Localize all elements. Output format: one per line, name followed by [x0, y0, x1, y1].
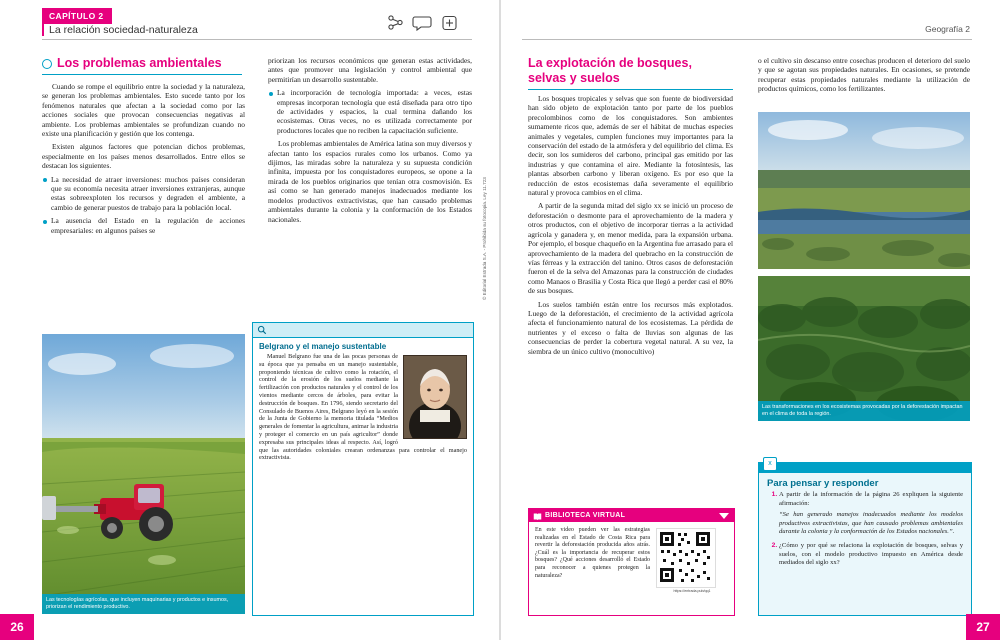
box-paragraph: Manuel Belgrano fue una de las pocas personas de su época que ya pensaba en un manejo sustentable, proponiendo técnicas de cultivo como la rotación, el control de la erosión de los suelos mediante la fertilización con productos naturales y el control de los vientos mediante cercos de árboles, para evitar la destrucción de bosques. En 1796, siendo secretario del Consulado de Buenos Aires, Belgrano leyó en la sesión de la Junta de Gobierno la memoria titulada “Medios generales de fomentar la agricultura, animar la industria y proteger el comercio en un país agricultor” donde expresaba sus principales ideas al respecto. Así, logró que las autoridades coloniales crearan ordenanzas para controlar el manejo extractivista. [259, 353, 467, 462]
right-section-heading [528, 56, 733, 90]
magnifier-icon [257, 325, 267, 335]
page-gutter [499, 0, 501, 640]
list-item: La incorporación de tecnología importada: a veces, estas empresas incorporan tecnología que está diseñada para otro tipo de actividades y espacios, la cual termina dañando los ecosistemas. Otras veces, no es utilizada correctamente por productores locales que no reciben la capacitación suficiente. [268, 88, 472, 135]
deforestation-photo [758, 276, 970, 421]
qr-block[interactable] [656, 522, 734, 597]
header-rule-right [522, 39, 972, 40]
belgrano-portrait [403, 355, 467, 439]
list-item: La necesidad de atraer inversiones: muchos países consideran que su economía necesita atraer inversiones extranjeras, aunque estas sobreexploten los recursos y degraden el ambiente, a cambio de generar puestos de trabajo para la población local. [42, 175, 245, 213]
biblioteca-title: BIBLIOTECA VIRTUAL [545, 512, 626, 519]
left-column-2 [268, 56, 472, 228]
left-column-1 [42, 82, 245, 239]
pensar-questions [759, 491, 971, 579]
photo-caption: Las transformaciones en los ecosistemas provocadas por la deforestación impactan en el clima de toda la región. [758, 401, 970, 421]
box-header [253, 323, 473, 338]
close-icon[interactable]: x [763, 457, 777, 471]
paragraph: Los suelos también están entre los recursos más explotados. Luego de la deforestación, el crecimiento de la actividad agrícola afecta el funcionamiento natural de los ecosistemas. La pérdida de nutrientes y el exceso o falta de lluvias son algunas de las consecuencias de perder la cobertura vegetal natural. A su vez, la siembra de un único cultivo (monocultivo) [528, 299, 733, 356]
left-col2-bullets [268, 88, 472, 135]
qr-url: https://entrada.pub/qq1 [673, 589, 711, 593]
paragraph: Existen algunos factores que potencian dichos problemas, especialmente en los países menos desarrollados. Entre ellos se destacan los siguientes. [42, 142, 245, 171]
section-bullet-icon [42, 59, 52, 69]
box-body [253, 353, 473, 468]
chapter-tag: CAPÍTULO 2 [42, 8, 112, 24]
paragraph: A partir de la segunda mitad del siglo xx se inició un proceso de deforestación o desmonte para el aprovechamiento de la madera y otros productos, con el objetivo de incorporar tierras a la actividad agrícola y ganadera y, en menor medida, para la expansión urbana. Por ejemplo, el bosque chaqueño en la Argentina fue arrasado para el aprovechamiento de la madera del quebracho en la construcción de vías férreas y la extracción del tanino. Otros casos de deforestación fueron el de la selva del Amazonas para la construcción de ciudades como Manaos o Brasilia y Costa Rica que llegó a perder casi el 80% de sus bosques. [528, 201, 733, 296]
paragraph: Cuando se rompe el equilibrio entre la sociedad y la naturaleza, se generan los problemas ambientales. Esto sucede tanto por los fenómenos naturales que afectan a la sociedad como por las acciones sociales que provocan consecuencias negativas al ambiente. Los problemas ambientales se profundizan cuando no existe una planificación y gestión que los contenga. [42, 82, 245, 139]
right-column-1 [528, 94, 733, 360]
list-item: La ausencia del Estado en la regulación de acciones empresariales: en algunos países se [42, 216, 245, 235]
box-title: Belgrano y el manejo sustentable [259, 342, 387, 351]
aerial-landscape-photo [758, 112, 970, 269]
right-section-title: La explotación de bosques, selvas y suelos [528, 56, 692, 85]
header-icon-group [385, 14, 475, 32]
chapter-title: La relación sociedad-naturaleza [42, 24, 198, 36]
tractor-field-photo [42, 334, 245, 614]
publisher-credit: © Editorial Estrada S.A. - Prohibida su fotocopia. Ley 11.723 [482, 177, 487, 300]
header-rule-left [42, 39, 472, 40]
left-section-title: Los problemas ambientales [57, 56, 222, 70]
biblioteca-text: En este video pueden ver las estrategias realizadas en el Estado de Costa Rica para revertir la deforestación producida años atrás. ¿Cuál es la importancia de recuperar estos bosques? ¿Qué acciones desarrolló el Estado para reconocer a quienes protegen la naturaleza? [535, 527, 650, 579]
chevron-down-icon[interactable] [719, 513, 729, 519]
paragraph: Los bosques tropicales y selvas que son fuente de biodiversidad han sido objeto de explotación tanto por parte de los pueblos precolombinos como de los conquistadores. Son ambientes sumamente ricos que, además de ser el hábitat de muchas especies animales y vegetales, cumplen funciones muy importantes para la conservación del estado de la atmósfera y del equilibrio del clima. Es decir, son los sumideros del carbono, principal gas emitido por las industrias y que contamina el aire. Mediante la fotosíntesis, las plantas absorben carbono y liberan oxígeno. Es por eso que la reducción de estos ecosistemas daña severamente el equilibrio natural y provoca cambios en el clima. [528, 94, 733, 198]
section-underline [42, 74, 242, 75]
belgrano-article-box [252, 322, 474, 616]
section-underline-right [528, 89, 733, 90]
left-section-heading [42, 56, 242, 75]
paragraph: priorizan los recursos económicos que generan estas actividades, antes que promover una legislación y control ambiental que permitirían un desarrollo sustentable. [268, 56, 472, 84]
question-text: A partir de la información de la página 26 expliquen la siguiente afirmación: [779, 491, 963, 507]
biblioteca-virtual-box[interactable] [528, 508, 735, 616]
paragraph: Los problemas ambientales de América latina son muy diversos y afectan tanto los espacios rurales como los urbanos. Como ya dijimos, las miradas sobre la naturaleza y su supuesta condición infinita, impuesta por los conquistadores europeos, se opone a la mirada de los pueblos originarios que tenían otra cosmovisión. Es así como se han generado manejos inadecuados mediante los modelos productivos extractivistas, que han causado problemas ambientales durante la colonia y la conformación de los Estados nacionales. [268, 139, 472, 224]
photo-caption: Las tecnologías agrícolas, que incluyen maquinarias y productos e insumos, priorizan el rendimiento productivo. [42, 594, 245, 614]
pensar-title: Para pensar y responder [767, 478, 879, 489]
left-col1-bullets [42, 175, 245, 235]
page-number-left: 26 [0, 614, 34, 640]
para-pensar-box [758, 462, 972, 616]
list-item [779, 491, 963, 537]
right-column-2 [758, 56, 970, 98]
list-item: 2. ¿Cómo y por qué se relaciona la explotación de bosques, selvas y suelos, con el modelo productivo impuesto en América desde mediados del siglo xx? [779, 542, 963, 568]
pensar-bar [759, 460, 971, 473]
paragraph: o el cultivo sin descanso entre cosechas producen el deterioro del suelo y que se agotan sus propiedades naturales. En ocasiones, se pretende recuperar estas propiedades naturales mediante la utilización de productos químicos, como los fertilizantes. [758, 56, 970, 94]
page-number-right: 27 [966, 614, 1000, 640]
book-icon [533, 512, 542, 521]
subject-label: Geografía 2 [925, 24, 970, 34]
biblioteca-header [529, 509, 734, 522]
qr-code[interactable] [656, 528, 716, 588]
question-quote: “Se han generado manejos inadecuados mediante los modelos productivos extractivistas, que han causado problemas ambientales durante la colonia y la conformación de los Estados nacionales.”. [779, 511, 963, 536]
